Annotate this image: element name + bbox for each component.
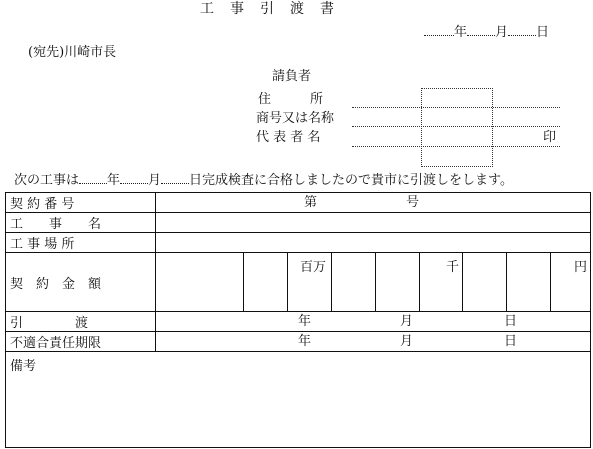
work-name-row — [6, 213, 591, 233]
digit-divider — [243, 253, 244, 311]
date-year-label: 年 — [454, 25, 468, 40]
contractor-heading: 請負者 — [272, 69, 312, 84]
warranty-label: 不適合責任期限 — [6, 332, 156, 352]
unit-yen: 円 — [574, 260, 588, 275]
digit-divider — [462, 253, 463, 311]
date-day-label: 日 — [536, 25, 550, 40]
contract-number-field[interactable] — [156, 193, 591, 213]
handover-row — [6, 312, 591, 332]
contract-amount-row — [6, 253, 591, 312]
address-label: 住 所 — [258, 92, 324, 107]
warranty-date-field[interactable] — [156, 332, 591, 352]
date-line — [424, 24, 549, 39]
statement-prefix: 次の工事は — [14, 173, 80, 188]
handover-label: 引 渡 — [6, 312, 156, 332]
warranty-month: 月 — [400, 334, 414, 349]
statement-suffix: 日完成検査に合格しましたので貴市に引渡しをします。 — [189, 173, 514, 188]
contract-number-row — [6, 193, 591, 213]
representative-label: 代 表 者 名 — [256, 130, 321, 145]
remarks-row — [6, 352, 591, 448]
seal-box — [421, 88, 493, 167]
day-blank[interactable] — [508, 24, 536, 36]
work-place-row — [6, 233, 591, 253]
statement-month-blank[interactable] — [120, 172, 148, 184]
unit-million: 百万 — [300, 260, 327, 275]
contract-number-label: 契 約 番 号 — [6, 193, 156, 213]
contract-amount-field[interactable] — [156, 253, 591, 312]
handover-month: 月 — [400, 314, 414, 329]
statement-year: 年 — [107, 173, 121, 188]
contract-number-go: 号 — [406, 195, 420, 210]
warranty-year: 年 — [298, 334, 312, 349]
digit-divider — [419, 253, 420, 311]
warranty-row — [6, 332, 591, 352]
work-place-field[interactable] — [156, 233, 591, 253]
warranty-day: 日 — [504, 334, 518, 349]
work-name-label: 工 事 名 — [6, 213, 156, 233]
digit-divider — [287, 253, 288, 311]
addressee: (宛先)川崎市長 — [28, 45, 117, 60]
digit-divider — [550, 253, 551, 311]
amount-digit-grid — [156, 253, 590, 311]
handover-year: 年 — [298, 314, 312, 329]
digit-divider — [375, 253, 376, 311]
digit-divider — [506, 253, 507, 311]
year-blank[interactable] — [424, 24, 454, 36]
handover-day: 日 — [504, 314, 518, 329]
statement-day-blank[interactable] — [161, 172, 189, 184]
unit-thousand: 千 — [446, 260, 460, 275]
seal-label: 印 — [543, 130, 557, 145]
handover-table — [5, 192, 591, 448]
statement-line — [14, 172, 513, 187]
contract-amount-label: 契 約 金 額 — [6, 253, 156, 312]
digit-divider — [331, 253, 332, 311]
statement-year-blank[interactable] — [79, 172, 107, 184]
statement-month: 月 — [148, 173, 162, 188]
work-place-label: 工 事 場 所 — [6, 233, 156, 253]
contract-number-dai: 第 — [304, 195, 318, 210]
month-blank[interactable] — [467, 24, 495, 36]
remarks-label: 備考 — [10, 359, 37, 374]
page-title: 工 事 引 渡 書 — [200, 1, 335, 17]
date-month-label: 月 — [495, 25, 509, 40]
name-label: 商号又は名称 — [256, 111, 335, 126]
handover-date-field[interactable] — [156, 312, 591, 332]
work-name-field[interactable] — [156, 213, 591, 233]
remarks-field[interactable] — [6, 352, 591, 448]
